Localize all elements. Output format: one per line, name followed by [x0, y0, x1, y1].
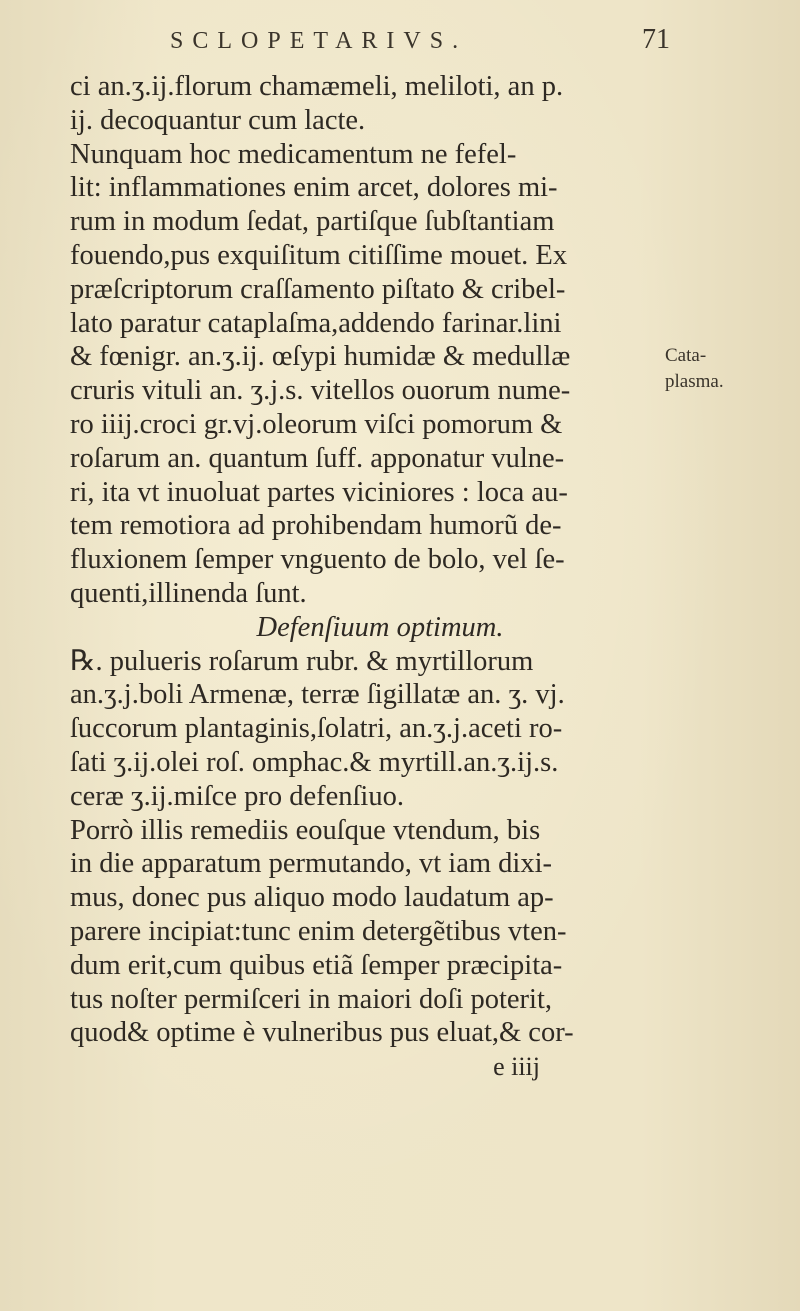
text-line: dum erit,cum quibus etiã ſemper præcipita-	[70, 949, 563, 981]
text-line: parere incipiat:tunc enim detergẽtibus vten-	[70, 915, 567, 947]
text-line: tus noſter permiſceri in maiori doſi poterit,	[70, 983, 553, 1015]
body-text	[70, 70, 660, 1084]
text-line: Nunquam hoc medicamentum ne fefel-	[70, 138, 517, 170]
marginal-note-line: plasma.	[665, 371, 724, 392]
text-line: ℞. pulueris roſarum rubr. & myrtillorum	[70, 645, 534, 677]
section-heading: Defenſiuum optimum.	[256, 611, 504, 643]
text-line: quenti,illinenda ſunt.	[70, 577, 307, 609]
text-line: ſuccorum plantaginis,ſolatri, an.ʒ.j.aceti ro-	[70, 713, 563, 745]
text-line: Porrò illis remediis eouſque vtendum, bis	[70, 814, 541, 846]
text-line: mus, donec pus aliquo modo laudatum ap-	[70, 882, 554, 914]
text-line: ri, ita vt inuoluat partes viciniores : loca au-	[70, 476, 568, 508]
text-line: an.ʒ.j.boli Armenæ, terræ ſigillatæ an. ʒ. vj.	[70, 679, 565, 711]
text-line: tem remotiora ad prohibendam humorũ de-	[70, 510, 562, 542]
marginal-note-line: Cata-	[665, 345, 707, 366]
text-line: lit: inflammationes enim arcet, dolores mi-	[70, 172, 558, 204]
text-line: roſarum an. quantum ſuff. apponatur vulne-	[70, 442, 565, 474]
text-line: ceræ ʒ.ij.miſce pro defenſiuo.	[70, 780, 404, 812]
page-header	[170, 24, 670, 64]
text-line: ro iiij.croci gr.vj.oleorum viſci pomorum &	[70, 408, 563, 440]
page-number: 71	[642, 24, 670, 55]
text-line: cruris vituli an. ʒ.j.s. vitellos ouorum nume-	[70, 375, 571, 407]
text-line: fluxionem ſemper vnguento de bolo, vel ſe-	[70, 544, 565, 576]
text-line: & fœnigr. an.ʒ.ij. œſypi humidæ & medullæ	[70, 341, 571, 373]
text-line: rum in modum ſedat, partiſque ſubſtantiam	[70, 206, 555, 238]
text-line: lato paratur cataplaſma,addendo farinar.lini	[70, 307, 562, 339]
text-line: præſcriptorum craſſamento piſtato & cribel-	[70, 273, 566, 305]
catchword: e iiij	[493, 1052, 540, 1082]
text-line: ſati ʒ.ij.olei roſ. omphac.& myrtill.an.ʒ.ij.s.	[70, 746, 559, 778]
text-line: in die apparatum permutando, vt iam dixi-	[70, 848, 552, 880]
text-line: ij. decoquantur cum lacte.	[70, 104, 366, 136]
marginal-note	[665, 343, 795, 395]
running-title: SCLOPETARIVS.	[170, 28, 468, 54]
text-line: ci an.ʒ.ij.florum chamæmeli, meliloti, an p.	[70, 71, 564, 102]
text-line: fouendo,pus exquiſitum citiſſime mouet. Ex	[70, 239, 568, 271]
text-line: quod& optime è vulneribus pus eluat,& cor-	[70, 1017, 574, 1049]
